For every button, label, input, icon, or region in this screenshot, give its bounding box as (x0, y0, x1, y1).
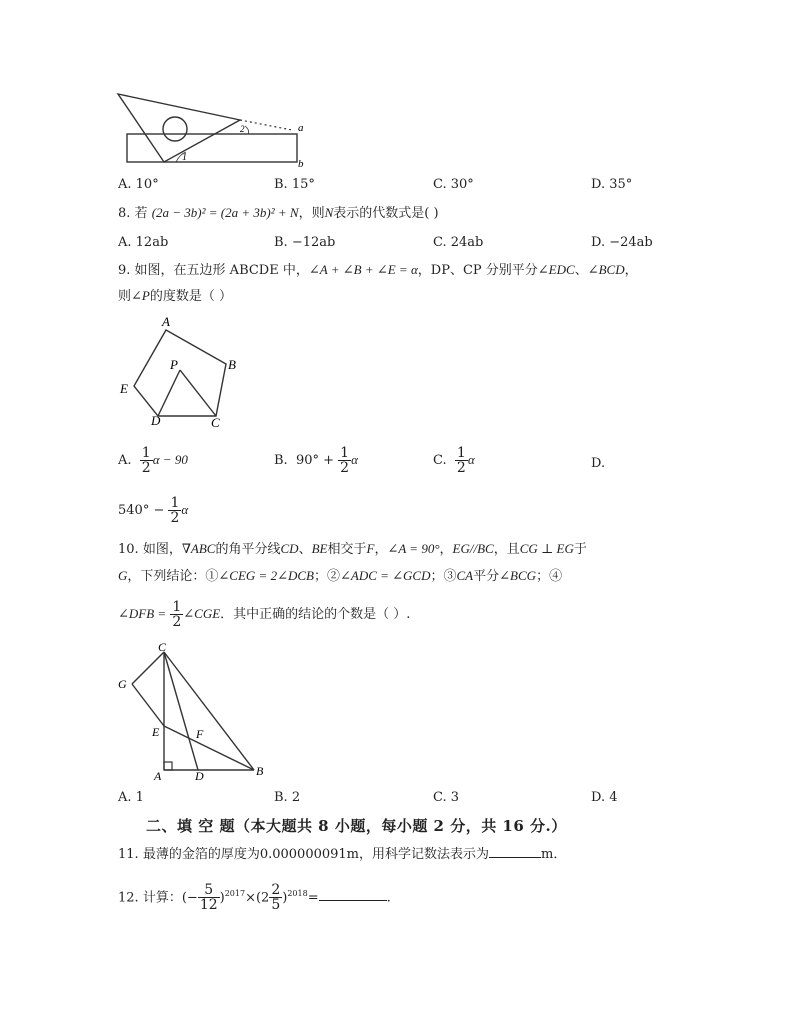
set-square-hole (163, 117, 187, 141)
fraction (455, 446, 468, 475)
pentagon-abcde (134, 330, 226, 416)
q10-figure (112, 642, 272, 782)
q10-math: ∇ABC (181, 541, 216, 556)
option-label: B. (274, 453, 288, 468)
q8-var: N (324, 205, 334, 220)
q10-text: ；④ (536, 569, 563, 584)
q10-math: F (366, 541, 375, 556)
label-b: B (256, 764, 264, 778)
option-label: A. (118, 453, 132, 468)
q10-math: G (118, 568, 128, 583)
label-c: C (211, 415, 220, 430)
q9-math: ∠EDC (537, 262, 575, 277)
frac-num: 1 (172, 599, 182, 615)
q12-paren: (− (181, 890, 198, 906)
frac-den: 12 (199, 897, 218, 914)
set-square (118, 94, 240, 162)
q10-text: ， (439, 542, 453, 557)
label-d: D (151, 413, 161, 428)
frac-num: 5 (198, 883, 220, 898)
q12-number: 12. (118, 890, 139, 906)
segment-cg (132, 652, 164, 684)
q10-math: ∠BCG (499, 568, 537, 583)
frac-den: 2 (340, 460, 350, 476)
q8-text-post: 表示的代数式是( ) (333, 206, 439, 221)
q10-stem-line3 (118, 600, 410, 629)
q9-text: ，DP、CP 分别平分 (417, 263, 538, 278)
q9-math: ∠BCD (587, 262, 625, 277)
q10-math: ∠A = 90° (387, 541, 440, 556)
q10-number: 10. (118, 542, 139, 557)
label-g: G (118, 677, 127, 691)
label-a: A (154, 769, 162, 782)
q10-math: ∠DFB = (118, 606, 167, 621)
option-expr: α (467, 452, 475, 467)
option-expr: α (181, 502, 189, 517)
q10-math: ∠CEG = 2∠DCB (218, 568, 314, 583)
label-b: b (298, 158, 304, 170)
q9-option-b[interactable] (274, 446, 358, 475)
frac-den: 2 (456, 460, 466, 476)
fraction (269, 883, 282, 912)
option-label: C. (433, 453, 447, 468)
frac-num: 1 (456, 445, 466, 461)
fraction (168, 496, 181, 525)
frac-den: 2 (141, 460, 151, 476)
q10-text: 于 (573, 542, 587, 557)
option-expr: 540° − (118, 503, 165, 518)
q9-option-a[interactable] (118, 446, 188, 475)
q11-number: 11. (118, 847, 139, 862)
q10-text: 相交于 (327, 542, 367, 557)
q10-math: BE (311, 541, 328, 556)
q10-option-a[interactable]: A. 1 (118, 790, 144, 805)
label-e: E (152, 725, 160, 739)
q9-text: 的度数是（ ） (149, 289, 232, 304)
q7-option-b[interactable]: B. 15° (274, 177, 315, 192)
label-d: D (195, 769, 204, 782)
q10-math: CA (456, 568, 474, 583)
q8-number: 8. (118, 206, 131, 221)
q9-stem-line2 (118, 287, 232, 306)
q9-text: 、 (574, 263, 588, 278)
frac-num: 1 (141, 445, 151, 461)
q10-text: 如图， (142, 542, 182, 557)
q10-math: ∠ADC = ∠GCD (339, 568, 431, 583)
section-title: 二、填 空 题（本大题共 8 小题，每小题 2 分，共 16 分.） (146, 817, 567, 835)
fraction (198, 883, 220, 912)
label-angle2: 2 (240, 124, 245, 134)
q10-text: ；② (313, 569, 340, 584)
q10-text: ；③ (430, 569, 457, 584)
q11-answer-blank[interactable] (489, 845, 541, 858)
option-expr: 90° + (295, 453, 335, 468)
q9-math: ∠A + ∠B + ∠E = α (308, 262, 418, 277)
fraction (338, 446, 351, 475)
q12-equals: = (307, 890, 319, 906)
option-expr: α (351, 452, 358, 467)
frac-num: 1 (340, 445, 350, 461)
segment-cd (164, 652, 198, 770)
q10-math: ∠CGE (183, 606, 221, 621)
q7-option-c[interactable]: C. 30° (433, 177, 474, 192)
q7-figure (110, 88, 320, 170)
q10-text: ， (374, 542, 388, 557)
option-expr: α − 90 (152, 452, 188, 467)
q10-text: 平分 (473, 569, 500, 584)
q8-option-d[interactable]: D. −24ab (591, 235, 653, 250)
segment-ge (132, 684, 164, 726)
segment-cb (164, 652, 254, 770)
q11-text: ，用科学记数法表示为 (359, 847, 490, 862)
q10-math: EG//BC (452, 541, 494, 556)
q10-text: ，下列结论：① (127, 569, 219, 584)
q12-label: 计算： (142, 890, 182, 906)
q9-text: 则 (118, 289, 132, 304)
label-p: P (170, 357, 178, 372)
q12-mul: ×(2 (245, 890, 270, 906)
q10-text: 、 (298, 542, 312, 557)
q11-stem (118, 845, 566, 864)
q12-stem (118, 874, 391, 918)
q9-text: 如图，在五边形 ABCDE 中， (134, 263, 309, 278)
segment-cp (180, 370, 216, 416)
label-e: E (120, 381, 128, 396)
label-angle1: 1 (182, 152, 187, 163)
label-a: A (162, 314, 170, 329)
q9-stem-line1 (118, 261, 638, 280)
frac-den: 2 (170, 510, 180, 526)
q11-unit: m． (541, 847, 567, 862)
q9-option-d-label[interactable]: D. (591, 456, 606, 471)
q9-number: 9. (118, 263, 131, 278)
q12-exponent: 2017 (224, 889, 246, 898)
q10-math: CG ⊥ EG (519, 541, 574, 556)
q8-text-mid: ，则 (298, 206, 325, 221)
q8-text-pre: 若 (134, 206, 148, 221)
ruler (127, 134, 297, 162)
fraction (170, 600, 183, 629)
fraction (140, 446, 153, 475)
q8-option-b[interactable]: B. −12ab (274, 235, 336, 250)
label-f: F (196, 727, 204, 741)
q12-paren: ) (219, 890, 225, 906)
q8-stem (118, 204, 439, 223)
frac-num: 2 (271, 882, 281, 899)
q11-value: 0.000000091m (259, 847, 360, 862)
segment-dp (158, 370, 180, 416)
label-a: a (298, 122, 304, 134)
q12-exponent: 2018 (287, 889, 308, 898)
q9-figure (112, 312, 252, 432)
q9-text: ， (624, 263, 638, 278)
q9-option-c[interactable] (433, 446, 475, 475)
q7-option-d[interactable]: D. 35° (591, 177, 633, 192)
frac-den: 5 (271, 897, 281, 914)
frac-num: 1 (170, 495, 180, 511)
segment-eb (164, 726, 254, 770)
q8-expression: (2a − 3b)² = (2a + 3b)² + N (151, 205, 299, 220)
right-angle-mark (164, 762, 172, 770)
q12-answer-blank[interactable] (319, 888, 387, 901)
label-b: B (228, 357, 236, 372)
q9-option-d[interactable] (118, 496, 188, 525)
q10-stem-line2 (118, 567, 562, 586)
q8-option-a[interactable]: A. 12ab (118, 235, 169, 250)
q10-math: CD (280, 541, 299, 556)
q10-stem-line1 (118, 540, 587, 559)
q10-option-b[interactable]: B. 2 (274, 790, 301, 805)
q8-option-c[interactable]: C. 24ab (433, 235, 484, 250)
q10-option-d[interactable]: D. 4 (591, 790, 618, 805)
q7-option-a[interactable]: A. 10° (118, 177, 159, 192)
q10-text: 的角平分线 (215, 542, 281, 557)
label-c: C (158, 642, 167, 654)
q12-end: . (386, 890, 391, 906)
q10-text: ，且 (493, 542, 520, 557)
q10-option-c[interactable]: C. 3 (433, 790, 460, 805)
q12-paren: ) (282, 890, 288, 906)
q10-text: ．其中正确的结论的个数是（ ）. (220, 607, 411, 622)
q11-text: 最薄的金箔的厚度为 (142, 847, 260, 862)
frac-den: 2 (172, 614, 182, 630)
q9-math: ∠P (131, 288, 150, 303)
